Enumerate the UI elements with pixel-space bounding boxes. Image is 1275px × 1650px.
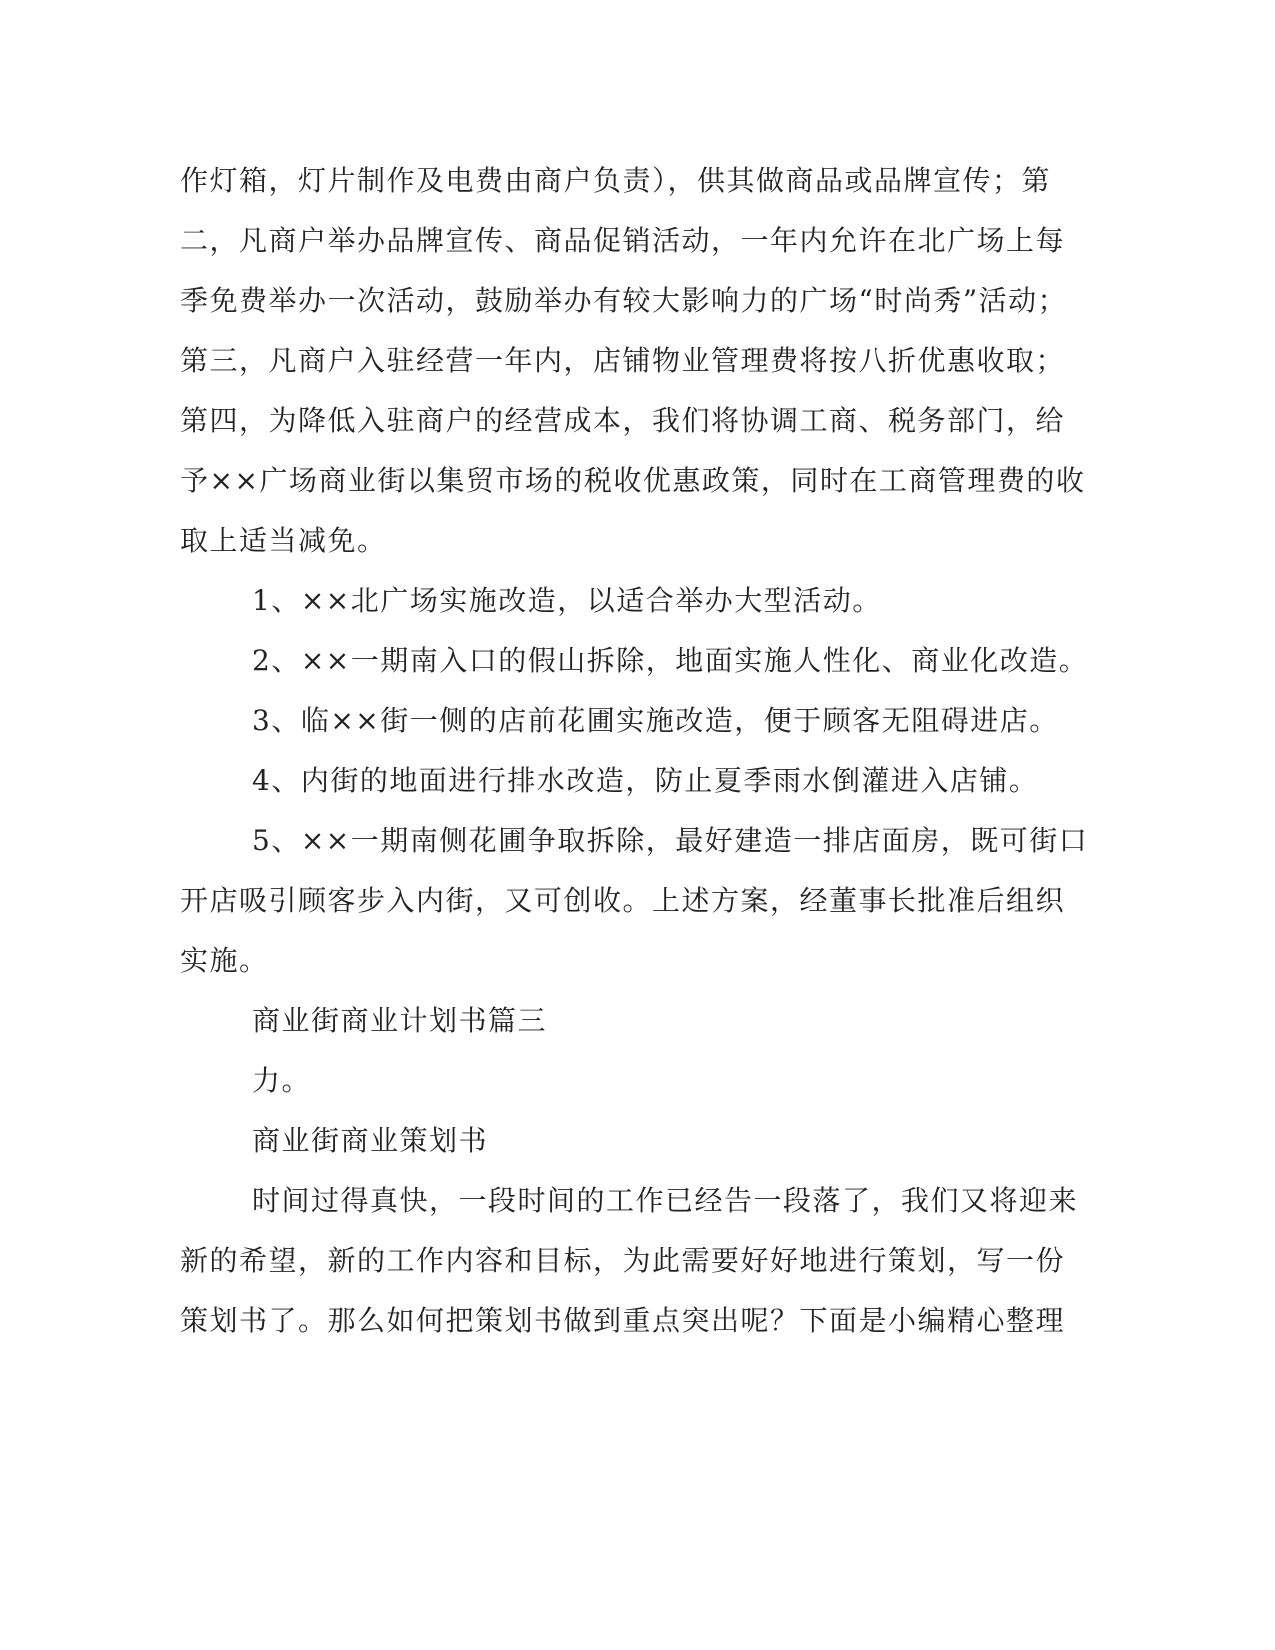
- document-body: [180, 155, 1089, 1355]
- text-line: 实施。: [180, 944, 269, 977]
- list-item: 5、××一期南侧花圃争取拆除，最好建造一排店面房，既可街口: [252, 824, 1089, 857]
- text-line: 作灯箱，灯片制作及电费由商户负责），供其做商品或品牌宣传；第: [180, 164, 1052, 197]
- section-heading: 商业街商业计划书篇三: [252, 1004, 548, 1037]
- text-line: 开店吸引顾客步入内街，又可创收。上述方案，经董事长批准后组织: [180, 884, 1066, 917]
- text-line: 予××广场商业街以集贸市场的税收优惠政策，同时在工商管理费的收: [180, 464, 1086, 497]
- text-line: 季免费举办一次活动，鼓励举办有较大影响力的广场“时尚秀”活动；: [180, 284, 1068, 317]
- text-line: 时间过得真快，一段时间的工作已经告一段落了，我们又将迎来: [252, 1184, 1079, 1217]
- text-line: 第三，凡商户入驻经营一年内，店铺物业管理费将按八折优惠收取；: [180, 344, 1066, 377]
- list-item: 1、××北广场实施改造，以适合举办大型活动。: [252, 584, 882, 617]
- text-line: 新的希望，新的工作内容和目标，为此需要好好地进行策划，写一份: [180, 1244, 1066, 1277]
- text-line: 策划书了。那么如何把策划书做到重点突出呢？下面是小编精心整理: [180, 1304, 1066, 1337]
- text-line: 取上适当减免。: [180, 524, 387, 557]
- text-line: 二，凡商户举办品牌宣传、商品促销活动，一年内允许在北广场上每: [180, 224, 1066, 257]
- list-item: 3、临××街一侧的店前花圃实施改造，便于顾客无阻碍进店。: [252, 704, 1059, 737]
- text-line: 力。: [252, 1064, 312, 1097]
- list-item: 4、内街的地面进行排水改造，防止夏季雨水倒灌进入店铺。: [252, 764, 1039, 797]
- section-heading: 商业街商业策划书: [252, 1124, 489, 1157]
- text-line: 第四，为降低入驻商户的经营成本，我们将协调工商、税务部门，给: [180, 404, 1066, 437]
- list-item: 2、××一期南入口的假山拆除，地面实施人性化、商业化改造。: [252, 644, 1089, 677]
